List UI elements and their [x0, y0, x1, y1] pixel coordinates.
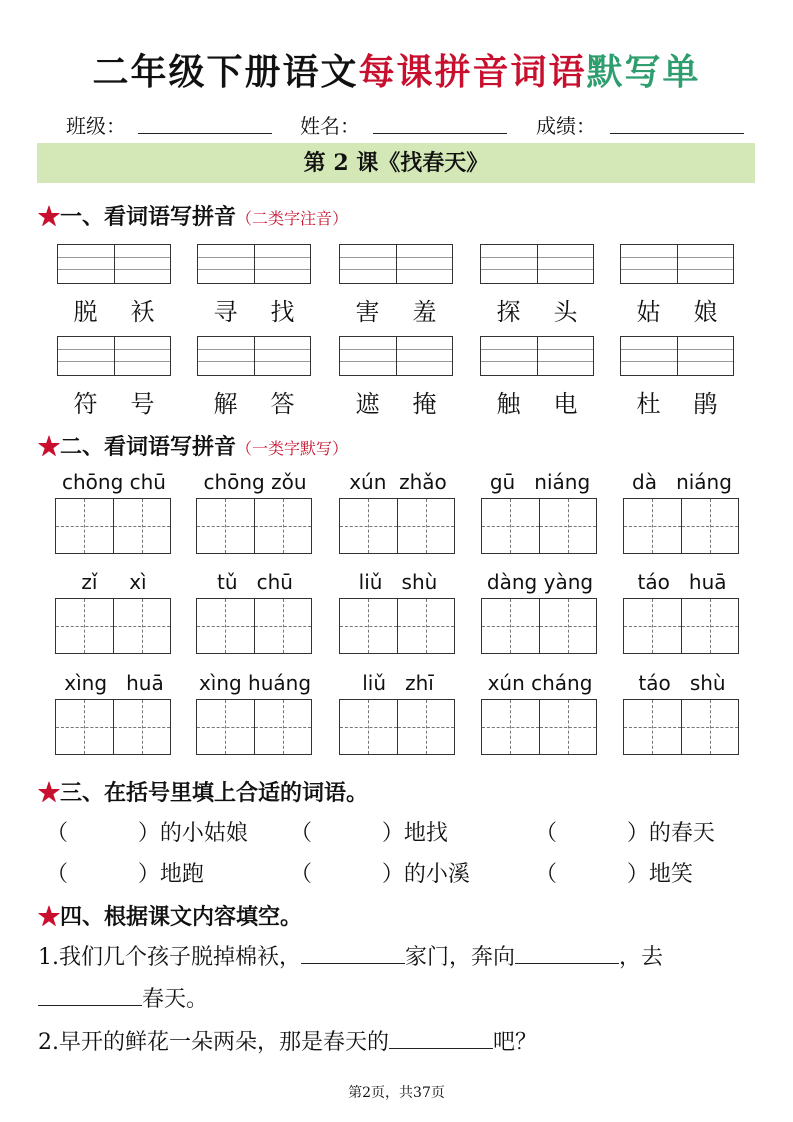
star-icon: ★ — [38, 434, 61, 460]
character-writing-grid[interactable] — [623, 598, 739, 654]
question-2 — [38, 1025, 537, 1056]
character: 姑 — [636, 298, 661, 326]
word-characters — [620, 384, 734, 419]
name-label: 姓名： — [300, 114, 360, 138]
q1-blank-3[interactable] — [38, 985, 142, 1006]
section-1-heading — [38, 200, 348, 231]
pinyin-label: gū niáng — [489, 470, 591, 494]
character-writing-grid[interactable] — [481, 598, 597, 654]
pinyin-label: xún cháng — [487, 671, 593, 695]
q1-text-d: 春天。 — [142, 987, 209, 1012]
character: 探 — [496, 298, 521, 326]
pinyin-label: xìng huā — [64, 671, 164, 695]
character: 找 — [270, 298, 295, 326]
character: 号 — [130, 390, 155, 418]
fill-in-phrase[interactable]: （ ）的小姑娘 — [46, 821, 248, 846]
q1-blank-2[interactable] — [515, 943, 619, 964]
character: 符 — [73, 390, 98, 418]
title-part-1: 二年级下册语文 — [92, 51, 359, 93]
pinyin-label: xìng huáng — [198, 671, 312, 695]
q1-text-a: 1.我们几个孩子脱掉棉袄， — [38, 945, 301, 970]
character-writing-grid[interactable] — [196, 699, 312, 755]
section-1-title: 一、看词语写拼音 — [60, 204, 237, 230]
word-characters — [197, 292, 311, 327]
title-part-2: 每课拼音词语 — [358, 51, 587, 93]
character-writing-grid[interactable] — [55, 498, 171, 554]
fill-in-phrase[interactable]: （ ）地跑 — [46, 862, 204, 887]
section-2-title: 二、看词语写拼音 — [60, 434, 237, 460]
pinyin-writing-box[interactable] — [480, 336, 594, 376]
page-title — [0, 44, 793, 95]
character-writing-grid[interactable] — [623, 699, 739, 755]
section-2-note: （一类字默写） — [236, 439, 349, 458]
word-characters — [57, 292, 171, 327]
pinyin-writing-box[interactable] — [197, 244, 311, 284]
fill-in-phrase[interactable]: （ ）的春天 — [535, 821, 715, 846]
pinyin-writing-box[interactable] — [339, 336, 453, 376]
pinyin-writing-box[interactable] — [57, 336, 171, 376]
character: 解 — [213, 390, 238, 418]
pinyin-writing-box[interactable] — [620, 336, 734, 376]
character-writing-grid[interactable] — [55, 598, 171, 654]
character-writing-grid[interactable] — [481, 498, 597, 554]
word-characters — [339, 292, 453, 327]
pinyin-label: dàng yàng — [486, 570, 594, 594]
pinyin-label: liǔ shù — [358, 570, 438, 594]
page-footer: 第2页，共37页 — [348, 1085, 445, 1101]
character-writing-grid[interactable] — [623, 498, 739, 554]
pinyin-label: chōng chū — [62, 470, 166, 494]
character: 寻 — [213, 298, 238, 326]
character-writing-grid[interactable] — [481, 699, 597, 755]
class-field[interactable] — [138, 133, 272, 134]
pinyin-writing-box[interactable] — [480, 244, 594, 284]
q2-blank[interactable] — [389, 1028, 493, 1049]
section-4-title: 四、根据课文内容填空。 — [60, 904, 303, 930]
star-icon: ★ — [38, 904, 61, 930]
pinyin-writing-box[interactable] — [197, 336, 311, 376]
pinyin-label: liǔ zhī — [362, 671, 434, 695]
star-icon: ★ — [38, 780, 61, 806]
pinyin-label: dà niáng — [632, 470, 732, 494]
q2-text-a: 2.早开的鲜花一朵两朵，那是春天的 — [38, 1030, 389, 1055]
character: 害 — [355, 298, 380, 326]
word-characters — [57, 384, 171, 419]
pinyin-writing-box[interactable] — [57, 244, 171, 284]
class-label: 班级： — [66, 114, 126, 138]
word-characters — [620, 292, 734, 327]
character: 电 — [553, 390, 578, 418]
q1-text-b: 家门，奔向 — [405, 945, 516, 970]
pinyin-label: tǔ chū — [217, 570, 293, 594]
word-characters — [480, 384, 594, 419]
character: 答 — [270, 390, 295, 418]
character: 脱 — [73, 298, 98, 326]
fill-in-phrase[interactable]: （ ）地笑 — [535, 862, 693, 887]
character: 羞 — [412, 298, 437, 326]
section-3-title: 三、在括号里填上合适的词语。 — [60, 780, 369, 806]
character: 鹃 — [693, 390, 718, 418]
score-field[interactable] — [610, 133, 744, 134]
name-field[interactable] — [373, 133, 507, 134]
character-writing-grid[interactable] — [196, 598, 312, 654]
word-characters — [197, 384, 311, 419]
section-3-heading — [38, 776, 368, 807]
section-4-heading — [38, 900, 302, 931]
character-writing-grid[interactable] — [196, 498, 312, 554]
pinyin-label: zǐ xì — [81, 570, 147, 594]
character-writing-grid[interactable] — [339, 598, 455, 654]
question-1-line-1 — [38, 940, 663, 971]
pinyin-writing-box[interactable] — [339, 244, 453, 284]
score-label: 成绩： — [536, 114, 596, 138]
character-writing-grid[interactable] — [339, 699, 455, 755]
character: 遮 — [355, 390, 380, 418]
pinyin-label: táo shù — [638, 671, 726, 695]
character-writing-grid[interactable] — [339, 498, 455, 554]
title-part-3: 默写单 — [586, 51, 701, 93]
section-1-note: （二类字注音） — [236, 209, 349, 228]
fill-in-phrase[interactable]: （ ）地找 — [290, 821, 448, 846]
character: 触 — [496, 390, 521, 418]
character: 杜 — [636, 390, 661, 418]
question-1-line-2 — [38, 982, 208, 1013]
q1-text-c: ，去 — [619, 945, 664, 970]
pinyin-label: xún zhǎo — [349, 470, 447, 494]
pinyin-writing-box[interactable] — [620, 244, 734, 284]
character: 掩 — [412, 390, 437, 418]
character: 头 — [553, 298, 578, 326]
q2-text-b: 吧？ — [493, 1030, 538, 1055]
character-writing-grid[interactable] — [55, 699, 171, 755]
character: 娘 — [693, 298, 718, 326]
star-icon: ★ — [38, 204, 61, 230]
fill-in-phrase[interactable]: （ ）的小溪 — [290, 862, 470, 887]
pinyin-label: táo huā — [637, 570, 727, 594]
word-characters — [480, 292, 594, 327]
q1-blank-1[interactable] — [301, 943, 405, 964]
character: 袄 — [130, 298, 155, 326]
word-characters — [339, 384, 453, 419]
pinyin-label: chōng zǒu — [203, 470, 307, 494]
section-2-heading — [38, 430, 348, 461]
lesson-banner: 第 2 课《找春天》 — [37, 143, 755, 183]
